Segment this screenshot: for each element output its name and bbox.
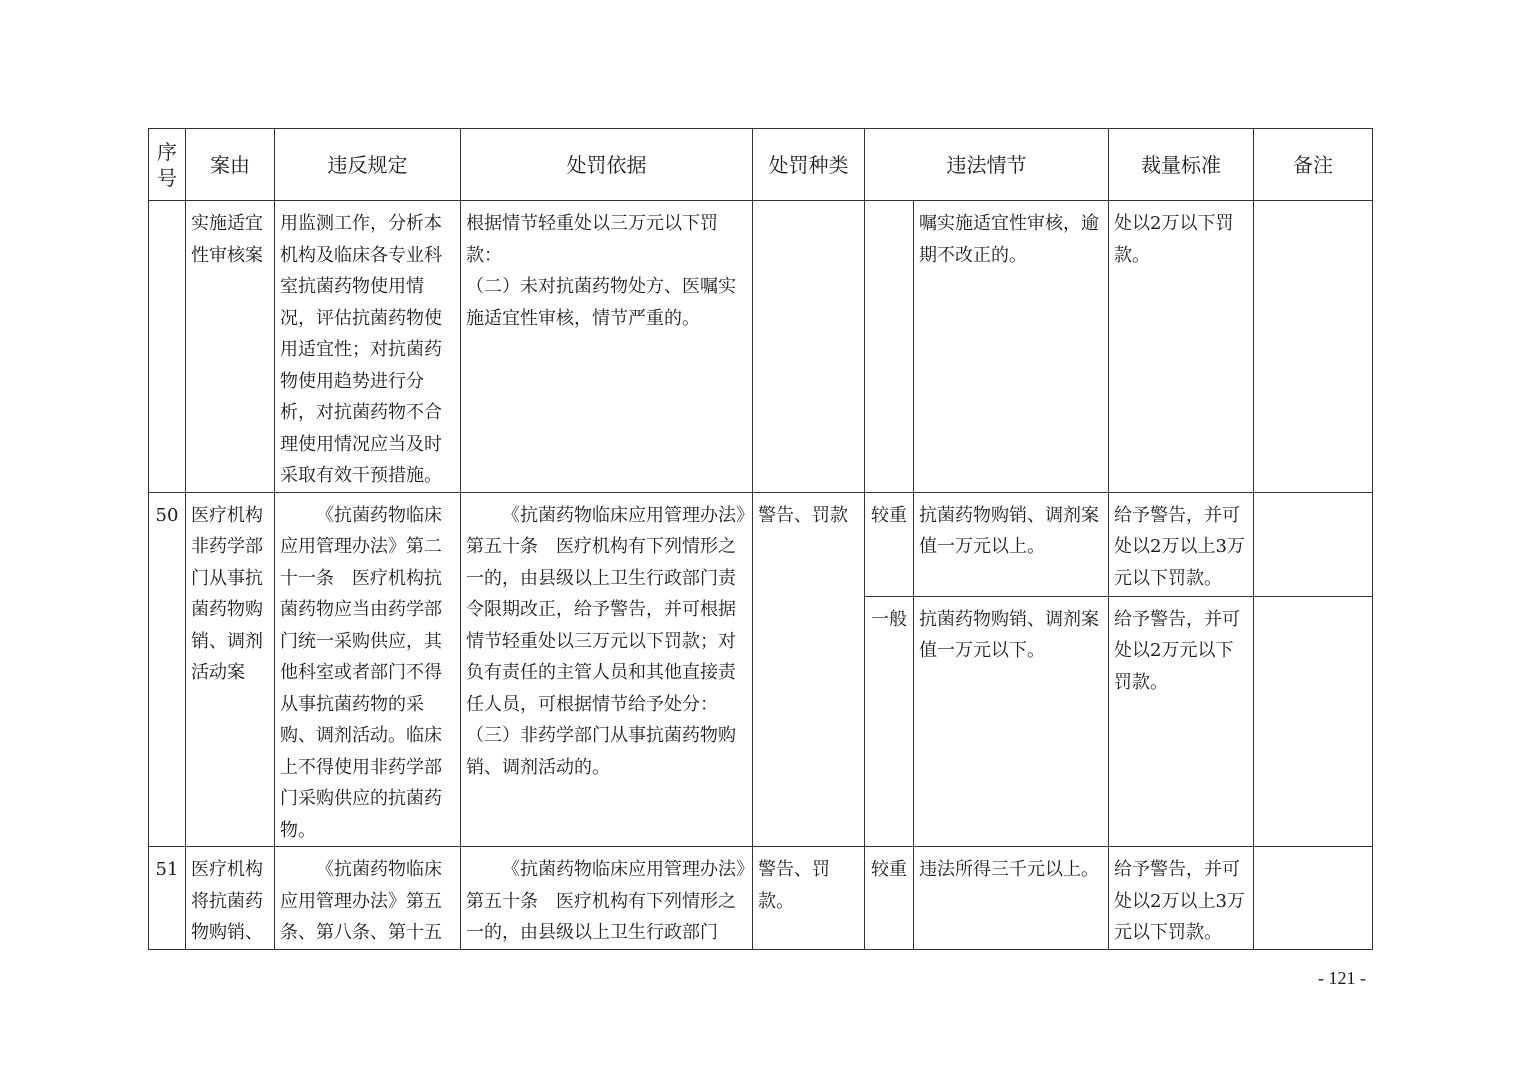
cell-basis [461, 201, 753, 493]
cell-level [865, 201, 914, 493]
table-row [149, 201, 1373, 493]
cell-level: 一般 [865, 596, 914, 846]
cell-note [1254, 596, 1373, 846]
cell-note [1254, 201, 1373, 493]
cell-note [1254, 492, 1373, 596]
table-row [149, 492, 1373, 596]
cell-level: 较重 [865, 847, 914, 950]
cell-type [753, 201, 865, 493]
cell-rule: 《抗菌药物临床应用管理办法》第五条、第八条、第十五 [275, 847, 461, 950]
cell-rule: 用监测工作，分析本机构及临床各专业科室抗菌药物使用情况，评估抗菌药物使用适宜性；对抗菌药物使用趋势进行分析，对抗菌药物不合理使用情况应当及时采取有效干预措施。 [275, 201, 461, 493]
penalty-discretion-table [148, 128, 1373, 950]
cell-standard: 给予警告，并可处以2万以上3万元以下罚款。 [1109, 847, 1254, 950]
cell-case: 实施适宜性审核案 [186, 201, 275, 493]
cell-case: 医疗机构将抗菌药物购销、 [186, 847, 275, 950]
basis-paragraph: 根据情节轻重处以三万元以下罚款： [466, 213, 718, 266]
header-type: 处罚种类 [753, 129, 865, 201]
cell-standard: 给予警告，并可处以2万元以下罚款。 [1109, 596, 1254, 846]
header-rule: 违反规定 [275, 129, 461, 201]
basis-paragraph: 《抗菌药物临床应用管理办法》第五十条 医疗机构有下列情形之一的，由县级以上卫生行政部门责令限期改正，给予警告，并可根据情节轻重处以三万元以下罚款；对负有责任的主管人员和其他直接责任人员，可根据情节给予处分： [466, 504, 745, 715]
header-case: 案由 [186, 129, 275, 201]
cell-note [1254, 847, 1373, 950]
cell-standard: 处以2万以下罚款。 [1109, 201, 1254, 493]
table-header-row [149, 129, 1373, 201]
cell-seq: 50 [149, 492, 186, 847]
cell-case: 医疗机构非药学部门从事抗菌药物购销、调剂活动案 [186, 492, 275, 847]
table-row [149, 847, 1373, 950]
basis-clause: （二）未对抗菌药物处方、医嘱实施适宜性审核，情节严重的。 [466, 276, 736, 329]
header-standard: 裁量标准 [1109, 129, 1254, 201]
cell-detail: 违法所得三千元以上。 [914, 847, 1109, 950]
cell-level: 较重 [865, 492, 914, 596]
cell-detail: 抗菌药物购销、调剂案值一万元以上。 [914, 492, 1109, 596]
basis-clause: （三）非药学部门从事抗菌药物购销、调剂活动的。 [466, 725, 736, 778]
header-detail: 违法情节 [865, 129, 1109, 201]
cell-type: 警告、罚款。 [753, 847, 865, 950]
header-basis: 处罚依据 [461, 129, 753, 201]
cell-detail: 嘱实施适宜性审核，逾期不改正的。 [914, 201, 1109, 493]
cell-detail: 抗菌药物购销、调剂案值一万元以下。 [914, 596, 1109, 846]
header-seq: 序号 [149, 129, 186, 201]
cell-rule: 《抗菌药物临床应用管理办法》第二十一条 医疗机构抗菌药物应当由药学部门统一采购供应，其他科室或者部门不得从事抗菌药物的采购、调剂活动。临床上不得使用非药学部门采购供应的抗菌药物。 [275, 492, 461, 847]
cell-seq [149, 201, 186, 493]
cell-standard: 给予警告，并可处以2万以上3万元以下罚款。 [1109, 492, 1254, 596]
cell-basis: 《抗菌药物临床应用管理办法》第五十条 医疗机构有下列情形之一的，由县级以上卫生行政部门 [461, 847, 753, 950]
cell-seq: 51 [149, 847, 186, 950]
page-number: - 121 - [1318, 968, 1366, 988]
cell-type: 警告、罚款 [753, 492, 865, 847]
header-note: 备注 [1254, 129, 1373, 201]
cell-basis [461, 492, 753, 847]
